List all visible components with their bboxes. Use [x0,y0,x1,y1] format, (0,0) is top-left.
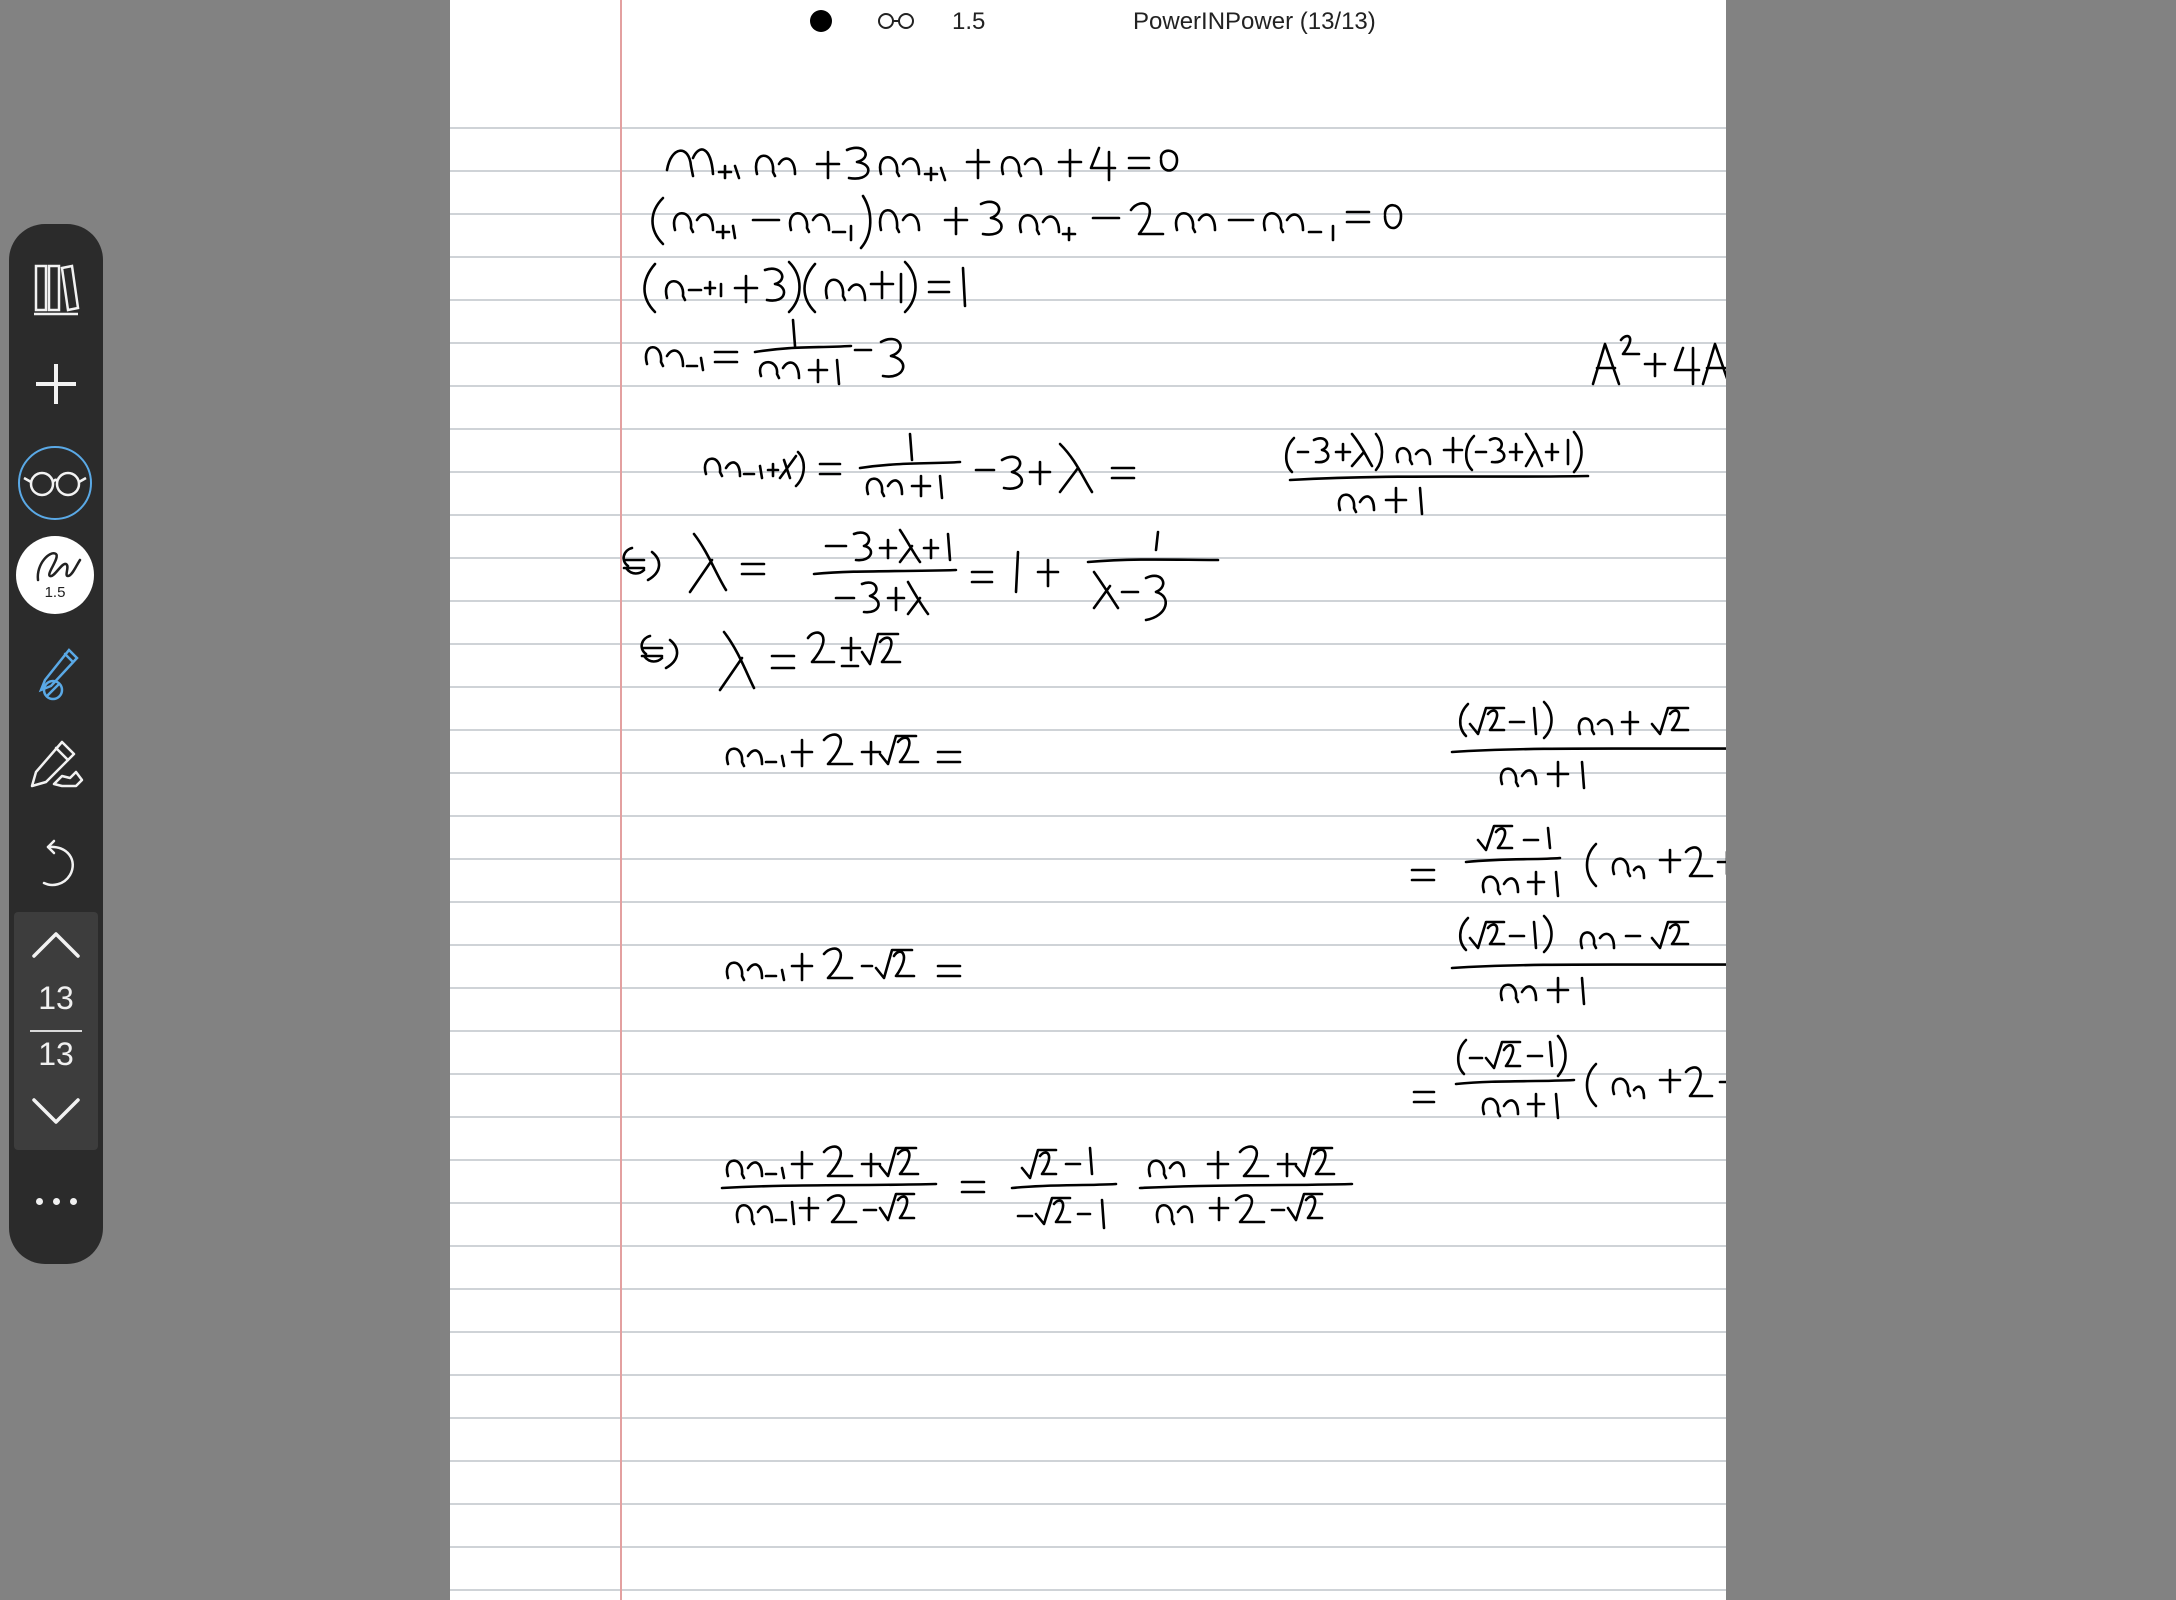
highlighter-icon[interactable] [9,726,103,806]
ink-line-3 [645,262,966,312]
undo-icon[interactable] [9,824,103,904]
ink-line-11 [1414,1036,1726,1118]
library-icon[interactable] [9,250,103,330]
total-page-count: 13 [38,1036,74,1072]
ink-line-8 [727,702,1726,788]
reading-mode-button[interactable] [18,446,92,520]
ink-line-9 [1412,826,1726,896]
pen-tool-button[interactable] [16,536,94,614]
next-page-chevron-down-icon[interactable] [28,1090,84,1135]
ink-line-2 [653,196,1402,248]
zoom-level: 1.5 [952,8,986,35]
page-navigator [14,912,98,1150]
status-bar [0,0,2176,46]
eraser-icon[interactable] [9,634,103,714]
notebook-page[interactable] [450,0,1726,1600]
current-page-number: 13 [38,980,74,1016]
ink-line-10 [727,916,1726,1004]
reading-glasses-icon[interactable] [876,10,916,37]
ink-line-4 [646,320,1726,386]
ink-line-5 [705,432,1588,514]
ink-line-12 [722,1147,1352,1228]
left-toolbar [9,224,103,1264]
ink-line-7 [642,632,900,690]
ink-line-6 [624,530,1218,620]
ink-line-1 [667,148,1177,180]
add-icon[interactable] [9,344,103,424]
pen-color-dot-icon[interactable] [810,10,832,32]
page-fraction-divider [30,1030,82,1032]
pen-size-label: 1.5 [44,584,66,601]
previous-page-chevron-up-icon[interactable] [28,926,84,971]
handwritten-ink-canvas[interactable] [450,0,1726,1600]
pen-tool-icon [16,540,94,590]
more-options-icon[interactable] [9,1186,103,1216]
document-title: PowerINPower (13/13) [1133,8,1376,35]
